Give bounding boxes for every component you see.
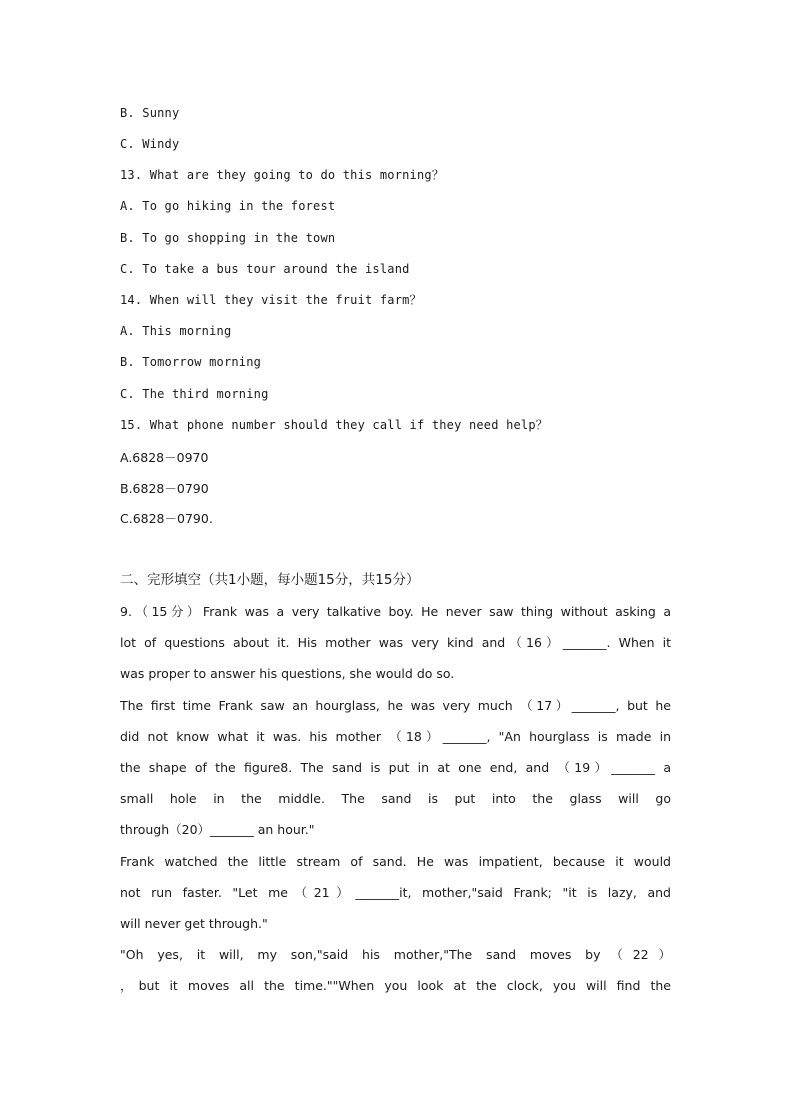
question-14-option-a: A. This morning xyxy=(120,324,232,338)
passage-line: will never get through." xyxy=(120,916,268,931)
passage-line: did not know what it was. his mother （18）_______, "An hourglass is made in xyxy=(120,729,671,744)
passage-line: small hole in the middle. The sand is put into the glass will go xyxy=(120,791,671,806)
question-15-option-c: C.6828－0790. xyxy=(120,511,213,526)
passage-line: through（20）_______ an hour." xyxy=(120,822,315,837)
question-13-option-c: C. To take a bus tour around the island xyxy=(120,262,410,276)
option-b-sunny: B. Sunny xyxy=(120,106,180,120)
question-13-option-a: A. To go hiking in the forest xyxy=(120,199,336,213)
passage-line: ，but it moves all the time.""When you look at the clock, you will find the xyxy=(120,978,671,993)
question-14: 14. When will they visit the fruit farm？ xyxy=(120,293,422,307)
passage-line: was proper to answer his questions, she would do so. xyxy=(120,666,455,681)
question-15-option-a: A.6828－0970 xyxy=(120,450,209,465)
passage-line: not run faster. "Let me（21）_______it, mother,"said Frank; "it is lazy, and xyxy=(120,885,671,900)
passage-line: "Oh yes, it will, my son,"said his mother,"The sand moves by（22） xyxy=(120,947,671,962)
question-13-option-b: B. To go shopping in the town xyxy=(120,231,336,245)
question-14-option-c: C. The third morning xyxy=(120,387,269,401)
passage-line: the shape of the figure8. The sand is put in at one end, and （19）_______ a xyxy=(120,760,671,775)
passage-line: 9.（15分）Frank was a very talkative boy. He never saw thing without asking a xyxy=(120,604,671,619)
passage-line: Frank watched the little stream of sand. He was impatient, because it would xyxy=(120,854,671,869)
question-15-option-b: B.6828－0790 xyxy=(120,481,209,496)
question-14-option-b: B. Tomorrow morning xyxy=(120,355,262,369)
option-c-windy: C. Windy xyxy=(120,137,180,151)
section-title: 二、完形填空（共1小题，每小题15分，共15分） xyxy=(120,572,420,588)
question-15: 15. What phone number should they call if they need help？ xyxy=(120,418,548,432)
question-13: 13. What are they going to do this morning？ xyxy=(120,168,445,182)
passage-line: The first time Frank saw an hourglass, he was very much （17）_______, but he xyxy=(120,698,671,713)
passage-line: lot of questions about it. His mother was very kind and（16）_______. When it xyxy=(120,635,671,650)
